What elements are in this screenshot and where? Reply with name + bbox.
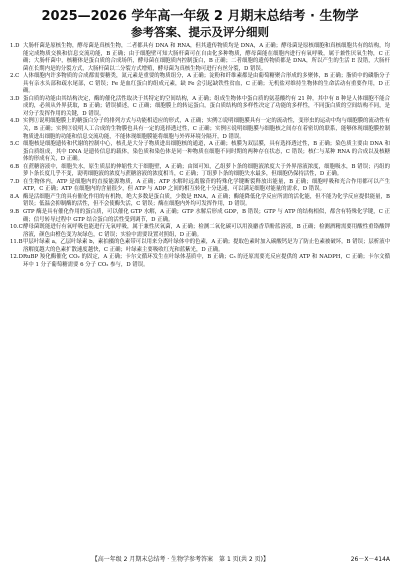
page-title: 2025—2026 学年高一年级 2 月期末总结考 · 生物学 — [41, 9, 359, 24]
answer-explanation: 细胞核是细胞遗传和代谢的控制中心，核孔是大分子物质进出细胞核的通道，A 正确；核膜为双层膜，具有选择透过性，B 正确；染色质主要由 DNA 和蛋白质组成，其中 DNA 是遗传信息的载体，染色质和染色体是同一种物质在细胞不同时期的两种存在状态，C 错误；核仁与某种 RNA 的合成以及核糖体的形成有关，D 正确。 — [23, 141, 390, 163]
answer-item — [10, 96, 390, 119]
footer-code: 26－X－414A — [350, 556, 390, 563]
answer-number: 4.D — [10, 118, 20, 125]
page-subtitle: 参考答案、提示及评分细则 — [131, 25, 269, 39]
answer-item — [10, 239, 390, 254]
answer-item — [10, 254, 390, 269]
answer-item — [10, 43, 390, 73]
answer-explanation: 甲层叶绿素 a，乙层叶绿素 b，素拍摄的色素带可以用来分离叶绿体中的色素，A 正确；提取色素时加入碳酸钙是为了防止色素被破坏，B 错误；层析液中溶解度越大的色素扩散速度越快，C 正确；叶绿素主要吸收红光和蓝紫光，D 正确。 — [23, 239, 390, 253]
answer-number: 11.B — [10, 239, 23, 246]
answer-number: 3.D — [10, 95, 20, 102]
answer-item — [10, 73, 390, 96]
answer-explanation: 大肠杆菌是原核生物，酵母菌是真核生物，二者都具有 DNA 和 RNA，但其遗传物质均是 DNA，A 正确；酵母菌是原核细胞和真核细胞共有的结构，均能完成物质交换和信息交流功能，B 正确；由于细胞壁可知大肠杆菌可在自由化多种物质，酵母菌能在细胞内进行有氧呼吸，属于兼性厌氧生物，C 正确；大肠杆菌中，核糖体是蛋白质的合成场所，酵母菌在细胞质内控制蛋白，B 正确；二者细胞的遗传物质都是 DNA，所以产生的生活 E 没错，大肠杆菌在长期内是的分裂方式，大肠杆菌以二分裂方式增殖，酵母菌为真核生物可进行有丝分裂，D 错误。 — [23, 43, 390, 72]
answer-explanation: 酵母菌既能进行有氧呼吸也能进行无氧呼吸，属于兼性厌氧菌，A 正确；检测二氧化碳可以用溴麝香草酚蓝溶液，B 正确；检测酒精需要用酸性重铬酸钾溶液，颜色由橙色变为灰绿色，C 错误；实验中需要设置对照组，D 正确。 — [23, 224, 390, 238]
answer-number: 10.C — [10, 224, 23, 231]
answer-number: 12.D — [10, 254, 23, 261]
answer-number: 9.B — [10, 209, 20, 216]
answer-item — [10, 164, 390, 179]
answer-list — [10, 43, 390, 269]
answer-item — [10, 194, 390, 209]
answer-number: 5.C — [10, 141, 20, 148]
answer-number: 6.B — [10, 163, 20, 170]
page-footer — [10, 555, 390, 564]
answer-explanation: GTP 酶是具有催化作用的蛋白质，可以催化 GTP 水解，A 正确；GTP 水解后形成 GDP，B 错误；GTP 与 ATP 的结构相似，都含有特殊化学键，C 正确；信号转导过程中 GTP 结合蛋白的活性受到调节，D 正确。 — [23, 209, 390, 223]
footer-page-info: 【高一年级 2 月期末总结考 · 生物学参考答案 第 1 页(共 2 页)】 — [91, 556, 269, 563]
answer-item — [10, 224, 390, 239]
answer-number: 1.D — [10, 43, 20, 49]
answer-explanation: 在生物体内，ATP 是细胞内的直接能源物质，A 正确；ATP 水解时远离腺苷的特殊化学键断裂释放出能量，B 正确；细胞呼吸和光合作用都可以产生 ATP，C 正确；ATP 在细胞内的含量很少，但 ATP 与 ADP 之间的相互转化十分迅速，可以满足细胞对能量的需求，D 错误。 — [23, 178, 390, 193]
answer-explanation: 人体细胞内许多物质的合成都需要糖类，氮元素是重要的物质组分，A 正确；淀粉和纤维素都是由葡萄糖聚合形成的多聚体，B 正确；脂质中的磷脂分子具有亲水头部和疏水尾部，C 错误；Fe 是血红蛋白的组成元素，缺 Fe 会引起缺铁性贫血，C 正确；无机盐对维持生物体的生命活动有重要作用，D 正确。 — [23, 73, 390, 95]
answer-explanation: 实例①说明细胞膜上的糖蛋白分子的排列方式与功能相适应的形式，A 正确；实例②说明细胞膜具有一定的流动性，变形虫的运动中均与细胞膜的流动性有关，B 正确；实例③说明人工合成的生物膜也具有一定的选择透过性，C 正确；实例④说明细胞膜与细胞核之间存在着密切的联系，能够体现细胞膜控制物质进出细胞的功能和信息交流功能，不能体现细胞膜能将细胞与外界环境分隔开，D 错误。 — [23, 118, 390, 140]
answer-number: 8.A — [10, 193, 20, 200]
answer-item — [10, 118, 390, 141]
answer-explanation: 蛋白质的功能由其结构决定，酶的催化活性取决于其特定的空间结构，A 正确；组成生物体中蛋白质的氨基酸约有 21 种，其中有 8 种是人体细胞不能合成的，必须从外界获取，B 正确；错误描述，C 正确；细胞膜上的转运蛋白，蛋白质结构的多样性决定了功能的多样性，不同蛋白质的空间结构不同，是对分子发挥作用的关键，D 错误。 — [23, 95, 390, 117]
answer-explanation: 在蔗糖溶液中，细胞失水，原生质层的伸缩性大于细胞壁，A 正确；由图可知，乙组萝卜条的细胞液浓度大于外界溶液浓度，细胞吸水，B 错误；丙组的萝卜条长度几乎不变，说明细胞液的浓度与蔗糖溶液的浓度相当，C 正确；丁组萝卜条的细胞失水最多，但细胞仍保持活性，D 正确。 — [23, 163, 390, 178]
answer-item — [10, 179, 390, 194]
answer-number: 7.D — [10, 178, 20, 185]
answer-explanation: RuBP 羧化酶催化 CO₂ 的固定，A 正确；卡尔文循环发生在叶绿体基质中，B 正确；C₃ 的还原需要光反应提供的 ATP 和 NADPH，C 正确；卡尔文循环中 1 分子葡萄糖需要 6 分子 CO₂ 参与，D 错误。 — [23, 254, 390, 268]
answer-explanation: 酶是活细胞产生的具有催化作用的有机物，绝大多数是蛋白质，少数是 RNA，A 正确；酶能降低化学反应所需的活化能，但不能为化学反应提供能量，B 错误；低温会抑制酶的活性，但不会使酶失活，C 错误；酶在细胞内外均可发挥作用，D 错误。 — [23, 193, 390, 208]
answer-item — [10, 209, 390, 224]
answer-number: 2.C — [10, 73, 20, 80]
answer-item — [10, 141, 390, 164]
